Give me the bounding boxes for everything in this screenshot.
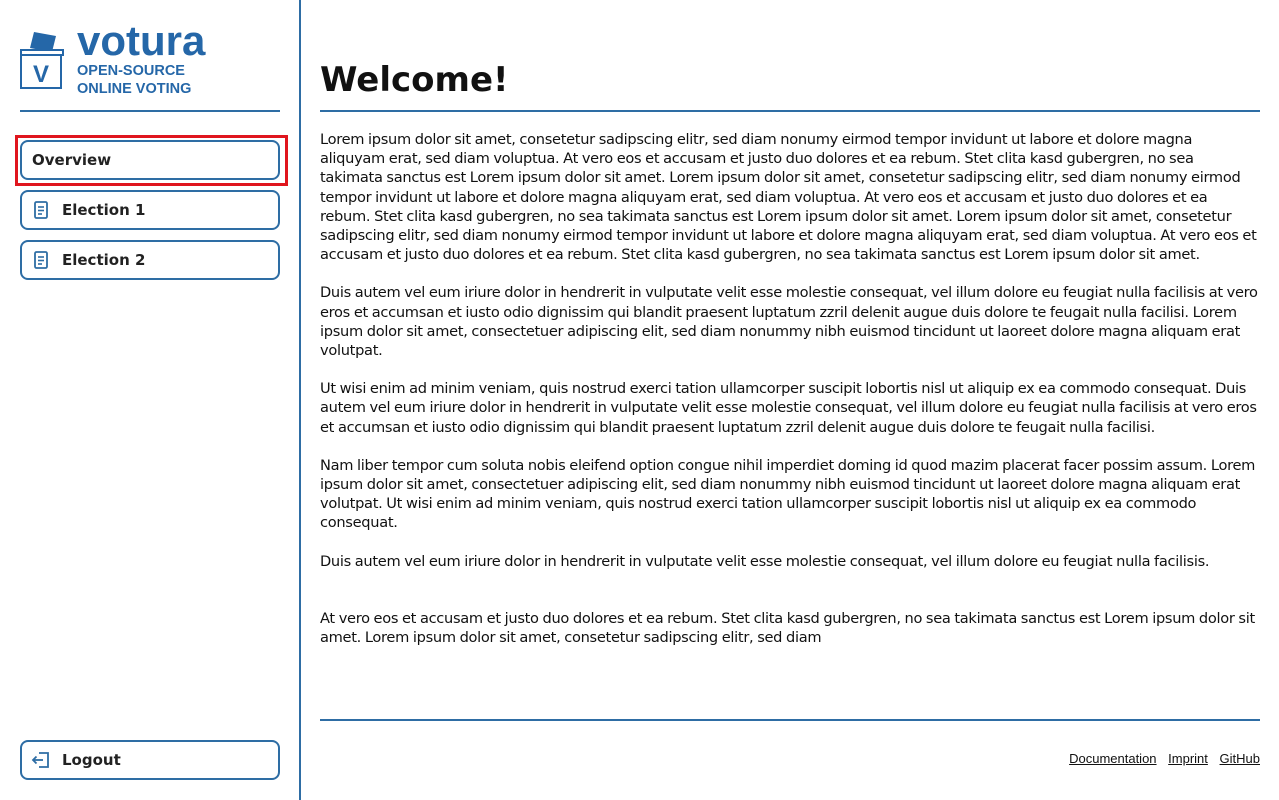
main-content: [320, 0, 1260, 800]
brand-tagline-line2: ONLINE VOTING: [77, 81, 192, 97]
footer-link-github[interactable]: GitHub: [1219, 751, 1260, 766]
brand-name: votura: [77, 17, 206, 64]
brand-tagline-line1: OPEN-SOURCE: [77, 63, 185, 79]
sidebar-item-overview[interactable]: [20, 140, 280, 180]
article-body: [320, 130, 1260, 666]
sidebar: [0, 0, 301, 800]
logout-label: Logout: [62, 751, 121, 769]
ballot-box-icon: [20, 30, 64, 90]
footer-links: [1061, 751, 1260, 766]
sidebar-divider: [20, 110, 280, 112]
logo-letter: V: [32, 61, 50, 88]
paragraph: Nam liber tempor cum soluta nobis eleifend option congue nihil imperdiet doming id quod mazim placerat facer possim assum. Lorem ipsum dolor sit amet, consectetuer adipiscing elit, sed diam nonummy nibh euismod tincidunt ut laoreet dolore magna aliquam erat volutpat. Ut wisi enim ad minim veniam, quis nostrud exerci tation ullamcorper suscipit lobortis nisl ut aliquip ex ea commodo consequat.: [320, 456, 1256, 532]
sidebar-item-label: Election 2: [62, 251, 146, 269]
logo[interactable]: [20, 17, 280, 100]
sidebar-item-election-2[interactable]: [20, 240, 280, 280]
paragraph: Duis autem vel eum iriure dolor in hendrerit in vulputate velit esse molestie consequat, vel illum dolore eu feugiat nulla facilisis.: [320, 552, 1210, 570]
document-icon: [33, 251, 49, 269]
title-divider: [320, 110, 1260, 112]
sidebar-item-label: Overview: [32, 151, 112, 169]
sidebar-item-election-1[interactable]: [20, 190, 280, 230]
paragraph: Ut wisi enim ad minim veniam, quis nostrud exerci tation ullamcorper suscipit lobortis nisl ut aliquip ex ea commodo consequat. Duis autem vel eum iriure dolor in hendrerit in vulputate velit esse molestie consequat, vel illum dolore eu feugiat nulla facilisis at vero eros et accumsan et iusto odio dignissim qui blandit praesent luptatum zzril delenit augue duis dolore te feugait nulla facilisi.: [320, 380, 1257, 436]
document-icon: [33, 201, 49, 219]
paragraph: At vero eos et accusam et justo duo dolores et ea rebum. Stet clita kasd gubergren, no sea takimata sanctus est Lorem ipsum dolor sit amet. Lorem ipsum dolor sit amet, consetetur sadipscing elitr, sed diam: [320, 609, 1255, 647]
sidebar-item-label: Election 1: [62, 201, 146, 219]
paragraph: Lorem ipsum dolor sit amet, consetetur sadipscing elitr, sed diam nonumy eirmod tempor invidunt ut labore et dolore magna aliquyam erat, sed diam voluptua. At vero eos et accusam et justo duo dolores et ea rebum. Stet clita kasd gubergren, no sea takimata sanctus est Lorem ipsum dolor sit amet. Lorem ipsum dolor sit amet, consetetur sadipscing elitr, sed diam nonumy eirmod tempor invidunt ut labore et dolore magna aliquyam erat, sed diam voluptua. At vero eos et accusam et justo duo dolores et ea rebum. Stet clita kasd gubergren, no sea takimata sanctus est Lorem ipsum dolor sit amet. Lorem ipsum dolor sit amet, consetetur sadipscing elitr, sed diam nonumy eirmod tempor invidunt ut labore et dolore magna aliquyam erat, sed diam voluptua. At vero eos et accusam et justo duo dolores et ea rebum. Stet clita kasd gubergren, no sea takimata sanctus est Lorem ipsum dolor sit amet.: [320, 131, 1257, 264]
logout-button[interactable]: [20, 740, 280, 780]
brand-tagline: [77, 62, 191, 98]
logout-icon: [31, 751, 51, 769]
footer-link-imprint[interactable]: Imprint: [1168, 751, 1208, 766]
footer-link-documentation[interactable]: Documentation: [1069, 751, 1157, 766]
footer-divider: [320, 719, 1260, 721]
paragraph: Duis autem vel eum iriure dolor in hendrerit in vulputate velit esse molestie consequat, vel illum dolore eu feugiat nulla facilisis at vero eros et accumsan et iusto odio dignissim qui blandit praesent luptatum zzril delenit augue duis dolore te feugait nulla facilisi. Lorem ipsum dolor sit amet, consectetuer adipiscing elit, sed diam nonummy nibh euismod tincidunt ut laoreet dolore magna aliquam erat volutpat.: [320, 284, 1258, 360]
page-title: Welcome!: [320, 60, 509, 100]
